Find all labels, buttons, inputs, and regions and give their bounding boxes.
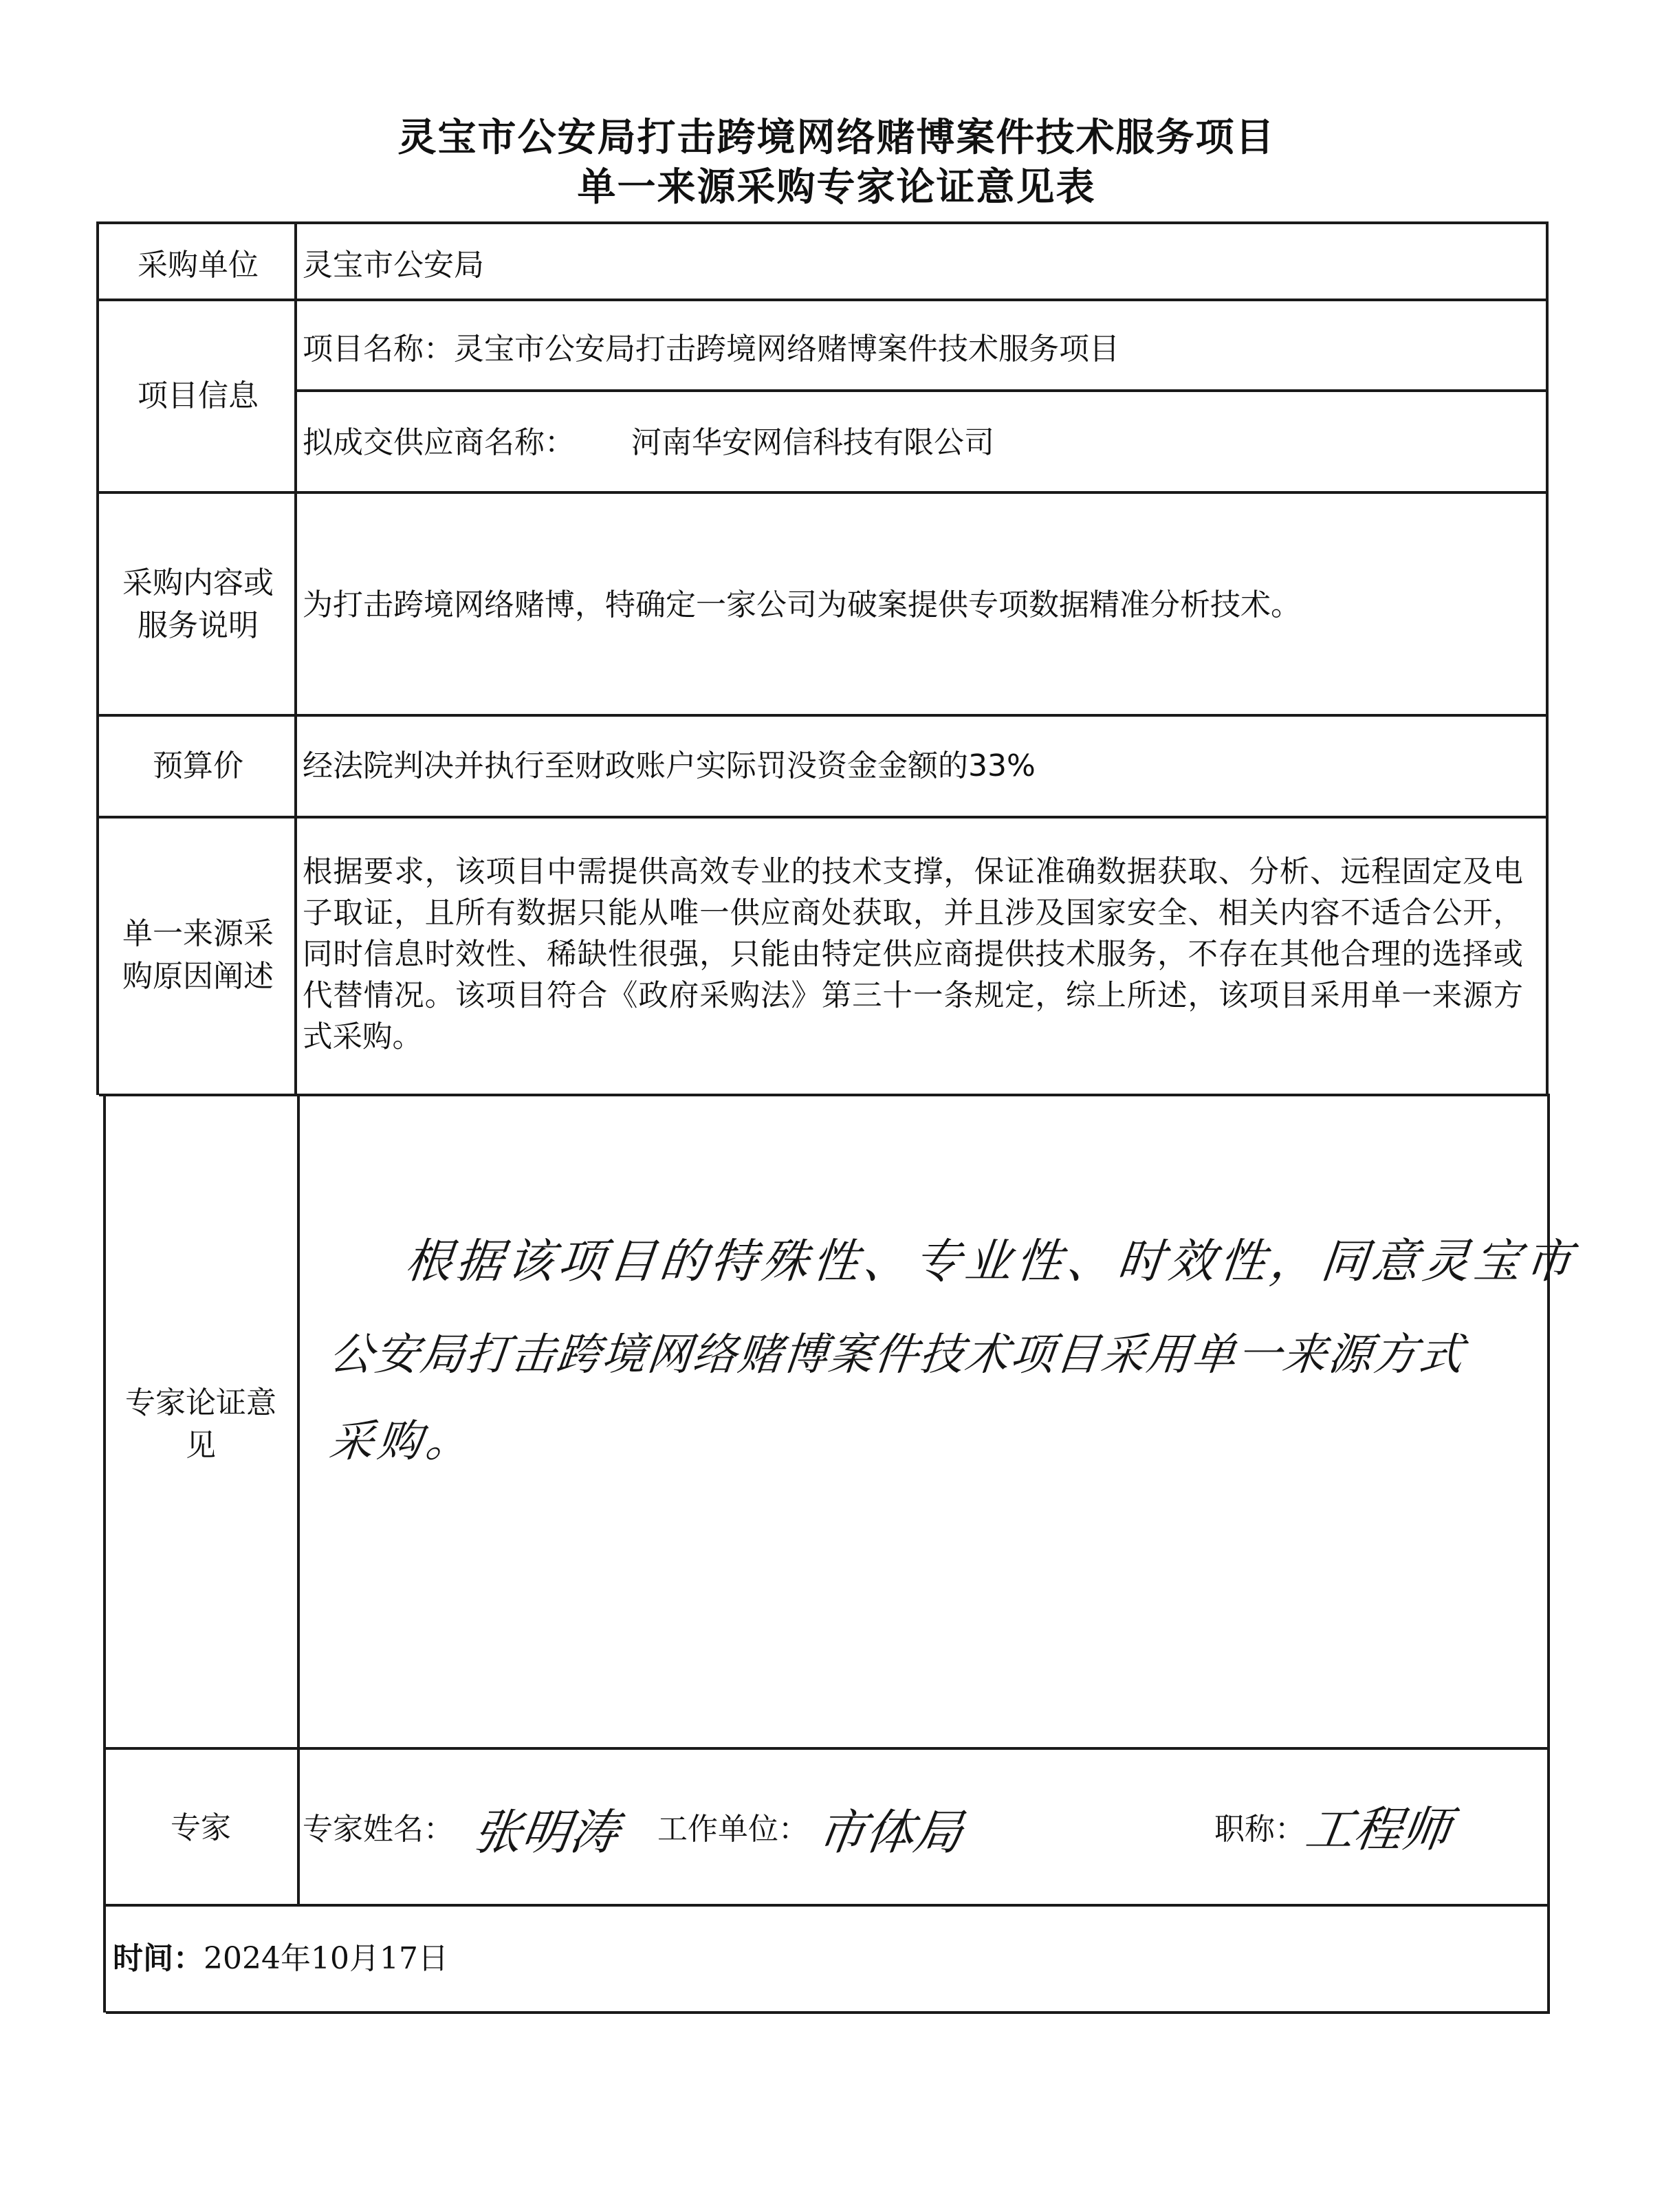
row-divider-content [96, 714, 1547, 717]
expert-label: 专家 [171, 1810, 231, 1845]
expert-title-handwritten: 工程师 [1302, 1801, 1454, 1858]
row-divider-budget [98, 816, 1547, 818]
expert-name-signature: 张明涛 [470, 1804, 622, 1861]
row-divider-purchaser [96, 299, 1547, 301]
row-divider-expert [105, 1904, 1550, 1907]
purchaser-value: 灵宝市公安局 [303, 248, 484, 283]
row-divider-opinion [103, 1747, 1550, 1750]
expert-name-label: 专家姓名： [303, 1812, 454, 1847]
row-divider-project-inner [294, 389, 1547, 392]
content-label-line2: 服务说明 [138, 608, 259, 643]
date-value: 2024年10月17日 [204, 1941, 448, 1976]
table-border-top [96, 221, 1547, 224]
reason-value: 根据要求，该项目中需提供高效专业的技术支撑，保证准确数据获取、分析、远程固定及电子取证，且所有数据只能从唯一供应商处获取，并且涉及国家安全、相关内容不适合公开，同时信息时效性、稀缺性很强，只能由特定供应商提供技术服务，不存在其他合理的选择或代替情况。该项目符合《政府采购法》第三十一条规定，综上所述，该项目采用单一来源方式采购。 [303, 855, 1523, 1054]
opinion-label-line2: 见 [186, 1428, 216, 1463]
handwritten-opinion-line2: 公安局打击跨境网络赌博案件技术项目采用单一来源方式 [327, 1330, 1467, 1380]
document-title-line2: 单一来源采购专家论证意见表 [577, 165, 1096, 210]
opinion-label-line1: 专家论证意 [125, 1385, 276, 1420]
row-divider-project [96, 491, 1547, 494]
supplier-label: 拟成交供应商名称： [303, 425, 575, 460]
table-border-left [96, 221, 99, 1095]
expert-unit-label: 工作单位： [657, 1812, 809, 1847]
project-name-line: 项目名称：灵宝市公安局打击跨境网络赌博案件技术服务项目 [303, 332, 1119, 367]
handwritten-opinion-line1: 根据该项目的特殊性、专业性、时效性，同意灵宝市 [402, 1235, 1579, 1289]
date-label: 时间： [113, 1941, 204, 1976]
budget-value: 经法院判决并执行至财政账户实际罚没资金金额的33% [303, 748, 1036, 783]
budget-label: 预算价 [153, 748, 243, 783]
reason-label-line2: 购原因阐述 [122, 959, 274, 994]
expert-unit-handwritten: 市体局 [813, 1804, 966, 1861]
table-border-left-lower [103, 1094, 106, 2013]
label-column-divider-lower [297, 1094, 300, 1905]
label-column-divider [294, 221, 297, 1095]
supplier-value: 河南华安网信科技有限公司 [631, 425, 994, 460]
reason-label-line1: 单一来源采 [122, 916, 274, 951]
content-value: 为打击跨境网络赌博，特确定一家公司为破案提供专项数据精准分析技术。 [303, 587, 1301, 622]
table-border-bottom [106, 2011, 1550, 2014]
handwritten-opinion-line3: 采购。 [327, 1416, 477, 1467]
project-info-label: 项目信息 [138, 378, 259, 413]
purchaser-label: 采购单位 [138, 248, 259, 283]
table-border-right [1546, 221, 1549, 1095]
content-label-line1: 采购内容或 [122, 565, 274, 600]
row-divider-reason [99, 1094, 1549, 1096]
expert-title-label: 职称： [1214, 1812, 1305, 1847]
document-title-line1: 灵宝市公安局打击跨境网络赌博案件技术服务项目 [397, 116, 1276, 160]
